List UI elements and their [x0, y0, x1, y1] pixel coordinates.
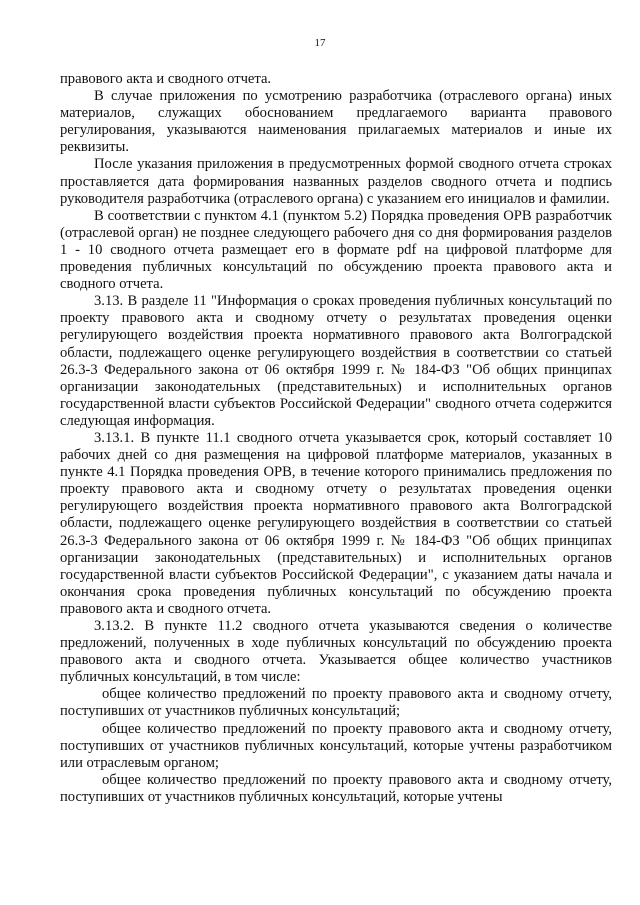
paragraph-pdf-publication: В соответствии с пунктом 4.1 (пунктом 5.2) Порядка проведения ОРВ разработчик (отраслевой орган) не позднее следующего рабочего дня со дня формирования разделов 1 - 10 сводного отчета размещает его в формате pdf на цифровой платформе для проведения публичных консультаций по обсуждению проекта правового акта и сводного отчета.: [60, 207, 612, 293]
list-item-total-proposals: общее количество предложений по проекту правового акта и сводному отчету, поступивших от участников публичных консультаций;: [60, 686, 612, 720]
list-item-partially-accepted-proposals: общее количество предложений по проекту правового акта и сводному отчету, поступивших от участников публичных консультаций, которые учтены: [60, 771, 612, 805]
paragraph-3-13-2: 3.13.2. В пункте 11.2 сводного отчета указываются сведения о количестве предложений, полученных в ходе публичных консультаций по обсуждению проекта правового акта и сводного отчета. Указывается общее количество участников публичных консультаций, в том числе:: [60, 618, 612, 686]
list-item-accepted-proposals: общее количество предложений по проекту правового акта и сводному отчету, поступивших от участников публичных консультаций, которые учтены разработчиком или отраслевым органом;: [60, 720, 612, 771]
paragraph-continuation: правового акта и сводного отчета.: [60, 71, 272, 87]
document-body: [60, 71, 612, 806]
paragraph-signature-date: После указания приложения в предусмотренных формой сводного отчета строках проставляется дата формирования названных разделов сводного отчета и подпись руководителя разработчика (отраслевого органа) с указанием его инициалов и фамилии.: [60, 156, 612, 207]
page-number: 17: [314, 37, 326, 49]
paragraph-3-13: 3.13. В разделе 11 "Информация о сроках проведения публичных консультаций по проекту правового акта и сводному отчету о результатах проведения оценки регулирующего воздействия проекта нормативного правового акта Волгоградской области, подлежащего оценке регулирующего воздействия в соответствии со статьей 26.3-3 Федерального закона от 06 октября 1999 г. № 184-ФЗ "Об общих принципах организации законодательных (представительных) и исполнительных органов государственной власти субъектов Российской Федерации" сводного отчета содержится следующая информация.: [60, 293, 612, 429]
paragraph-3-13-1: 3.13.1. В пункте 11.1 сводного отчета указывается срок, который составляет 10 рабочих дней со дня размещения на цифровой платформе материалов, указанных в пункте 4.1 Порядка проведения ОРВ, в течение которого принимались предложения по проекту правового акта и сводному отчету о результатах проведения оценки регулирующего воздействия проекта нормативного правового акта Волгоградской области, подлежащего оценке регулирующего воздействия в соответствии со статьей 26.3-3 Федерального закона от 06 октября 1999 г. № 184-ФЗ "Об общих принципах организации законодательных (представительных) и исполнительных органов государственной власти субъектов Российской Федерации", с указанием даты начала и окончания срока проведения публичных консультаций по обсуждению проекта правового акта и сводного отчета.: [60, 429, 612, 617]
paragraph-attachments: В случае приложения по усмотрению разработчика (отраслевого органа) иных материалов, служащих обоснованием предлагаемого варианта правового регулирования, указываются наименования прилагаемых материалов и иные их реквизиты.: [60, 88, 612, 156]
